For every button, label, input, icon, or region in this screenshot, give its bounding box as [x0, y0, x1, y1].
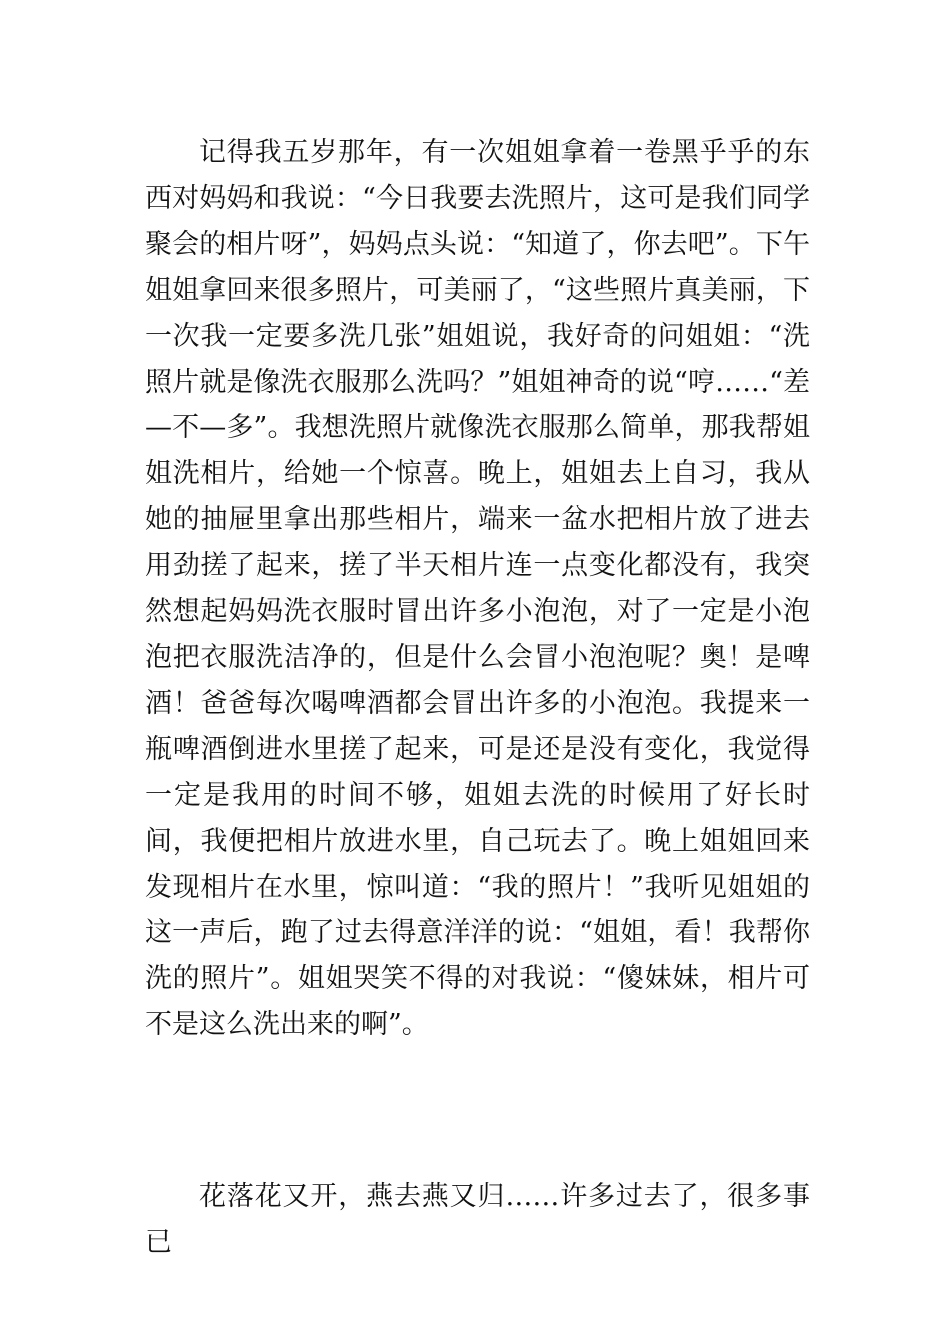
story-paragraph: 花落花又开，燕去燕又归……许多过去了，很多事已: [145, 1181, 810, 1258]
story-paragraph: 记得我五岁那年，有一次姐姐拿着一卷黑乎乎的东西对妈妈和我说：“今日我要去洗照片，这可是我们同学聚会的相片呀”，妈妈点头说：“知道了，你去吧”。下午姐姐拿回来很多照片，可美丽了，“这些照片真美丽，下一次我一定要多洗几张”姐姐说，我好奇的问姐姐：“洗照片就是像洗衣服那么洗吗？”姐姐神奇的说“哼……“差—不—多”。我想洗照片就像洗衣服那么简单，那我帮姐姐洗相片，给她一个惊喜。晚上，姐姐去上自习，我从她的抽屉里拿出那些相片，端来一盆水把相片放了进去用劲搓了起来，搓了半天相片连一点变化都没有，我突然想起妈妈洗衣服时冒出许多小泡泡，对了一定是小泡泡把衣服洗洁净的，但是什么会冒小泡泡呢？奥！是啤酒！爸爸每次喝啤酒都会冒出许多的小泡泡。我提来一瓶啤酒倒进水里搓了起来，可是还是没有变化，我觉得一定是我用的时间不够，姐姐去洗的时候用了好长时间，我便把相片放进水里，自己玩去了。晚上姐姐回来发现相片在水里，惊叫道：“我的照片！”我听见姐姐的这一声后，跑了过去得意洋洋的说：“姐姐，看！我帮你洗的照片”。姐姐哭笑不得的对我说：“傻妹妹，相片可不是这么洗出来的啊”。: [145, 137, 810, 1041]
